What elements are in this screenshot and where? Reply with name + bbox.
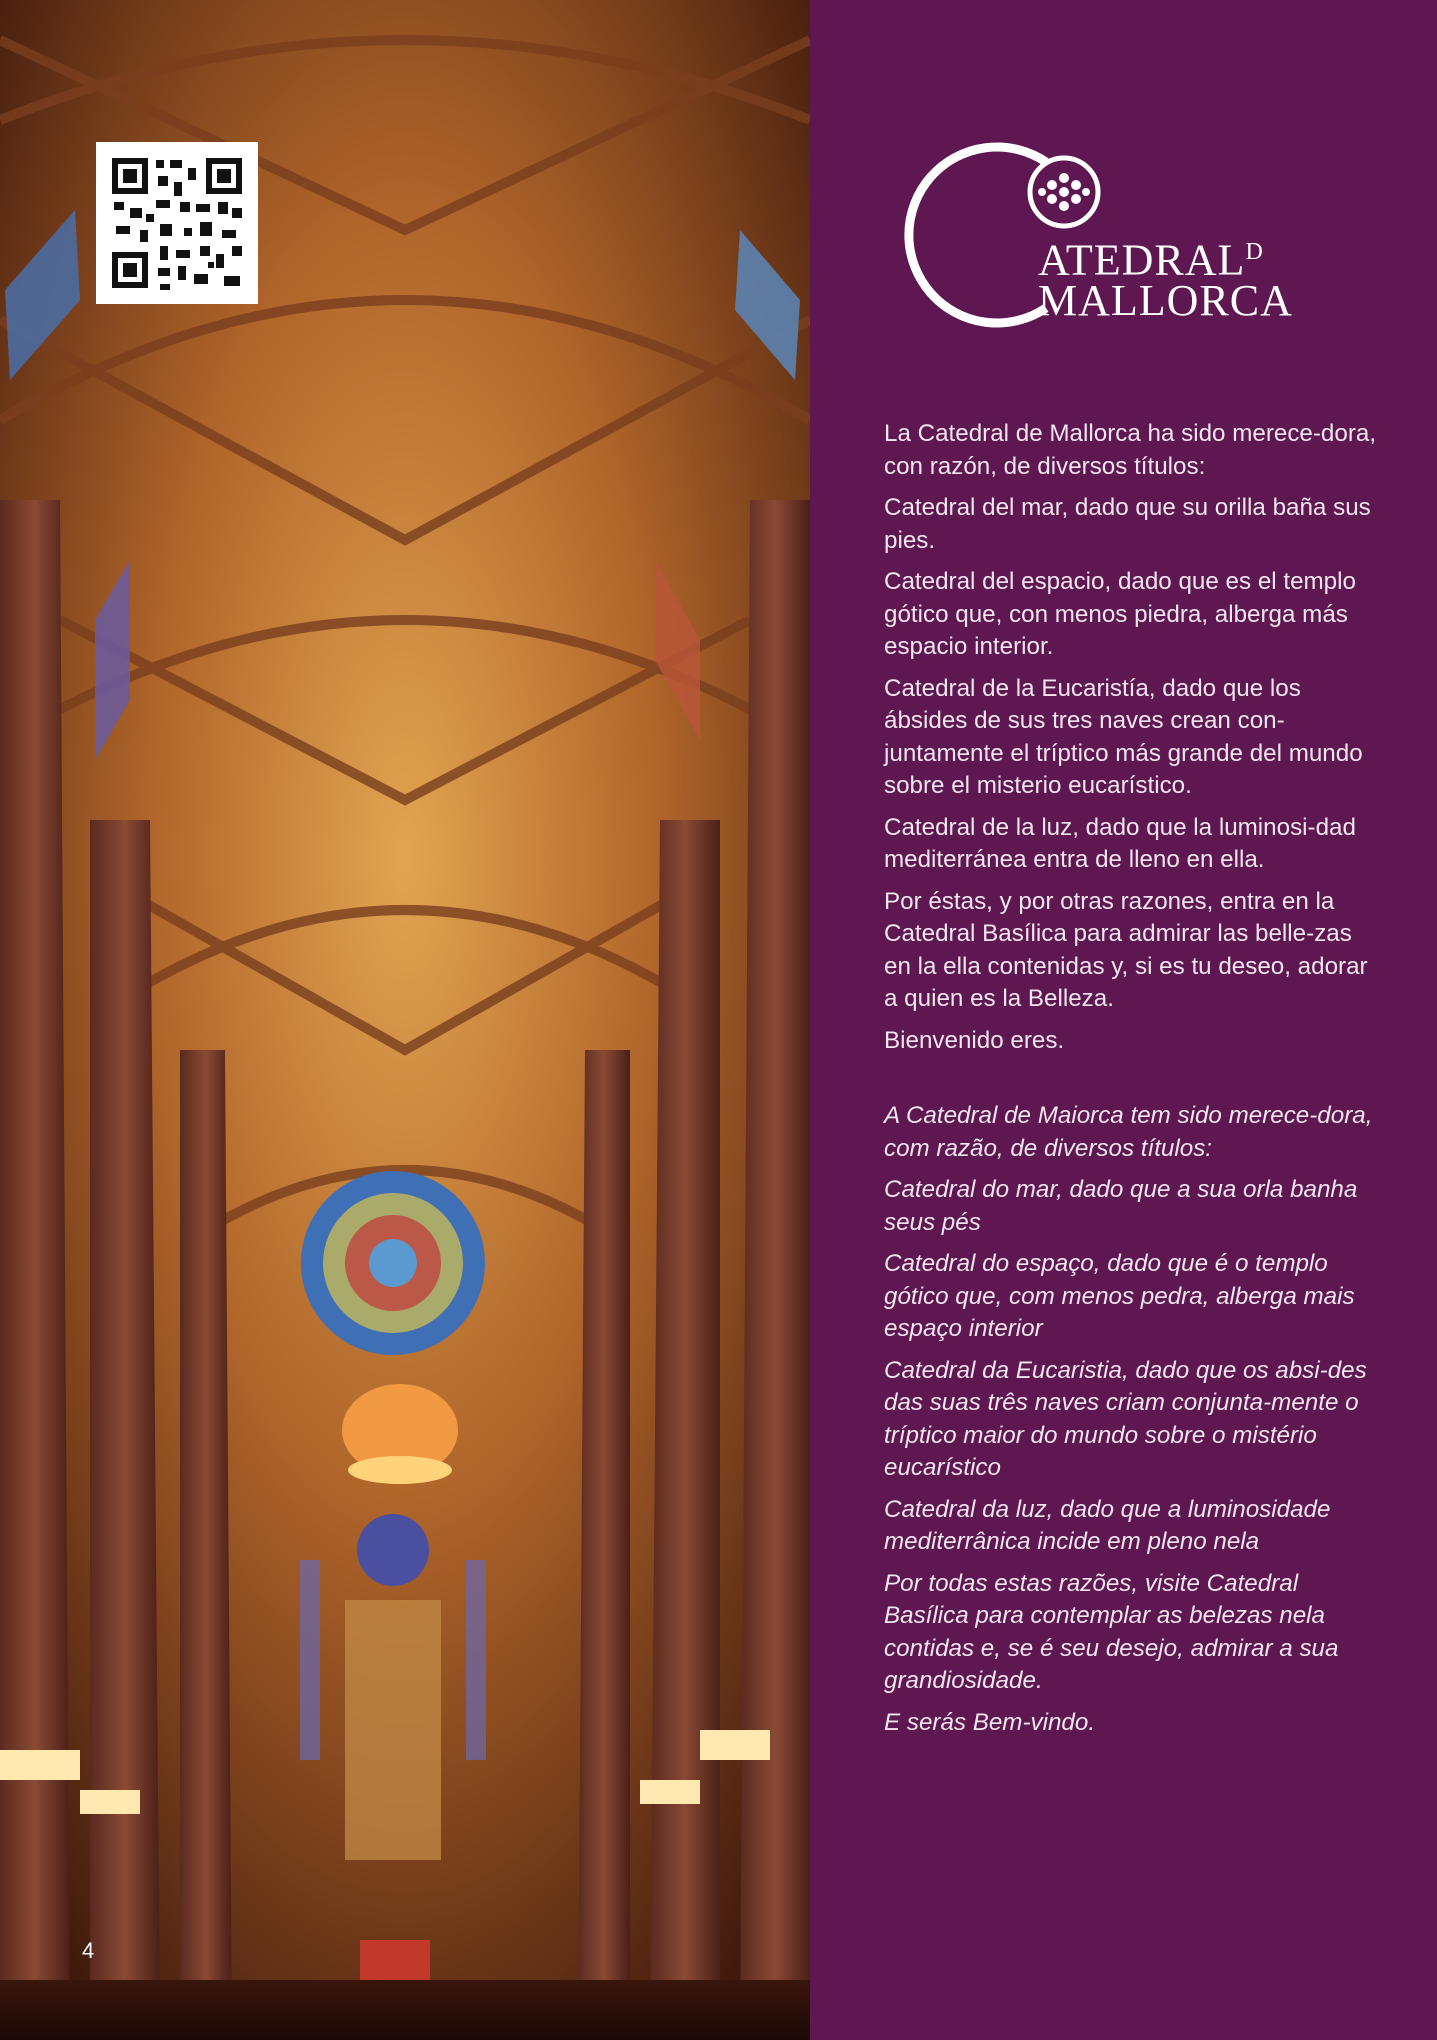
logo-line2: MALLORCA <box>1038 275 1293 325</box>
pt-luz: Catedral da luz, dado que a luminosidade mediterrânica incide em pleno nela <box>884 1495 1331 1555</box>
pt-mar: Catedral do mar, dado que a sua orla banha seus pés <box>884 1176 1358 1236</box>
pt-espaco: Catedral do espaço, dado que é o templo gótico que, com menos pedra, alberga mais espaço interior <box>884 1250 1355 1342</box>
logo-wordmark <box>1038 232 1293 325</box>
spanish-text <box>884 418 1384 1066</box>
es-intro: La Catedral de Mallorca ha sido merece-dora, con razón, de diversos títulos: <box>884 420 1377 480</box>
pt-razoes: Por todas estas razões, visite Catedral Basílica para contemplar as belezas nela contidas e, se é seu desejo, admirar a sua grandiosidade. <box>884 1569 1339 1694</box>
es-mar: Catedral del mar, dado que su orilla baña sus pies. <box>884 494 1371 554</box>
es-bienvenido: Bienvenido eres. <box>884 1026 1065 1054</box>
portuguese-text <box>884 1100 1384 1748</box>
es-luz: Catedral de la luz, dado que la luminosi-dad mediterránea entra de lleno en ella. <box>884 813 1356 873</box>
pt-bem-vindo: E serás Bem-vindo. <box>884 1708 1096 1736</box>
es-eucaristia: Catedral de la Eucaristía, dado que los ábsides de sus tres naves crean con-juntamente el tríptico más grande del mundo sobre el misterio eucarístico. <box>884 674 1363 799</box>
es-espacio: Catedral del espacio, dado que es el templo gótico que, con menos piedra, alberga más espacio interior. <box>884 568 1356 660</box>
logo-line1: ATEDRAL <box>1038 235 1246 285</box>
pt-intro: A Catedral de Maiorca tem sido merece-dora, com razão, de diversos títulos: <box>884 1102 1373 1162</box>
text-panel <box>810 0 1437 2040</box>
qr-code[interactable] <box>96 142 258 304</box>
logo-de: D <box>1245 239 1264 265</box>
catedral-logo <box>896 140 1316 330</box>
pt-eucaristia: Catedral da Eucaristia, dado que os absi-des das suas três naves criam conjunta-mente o tríptico maior do mundo sobre o mistério eucarístico <box>884 1356 1367 1481</box>
es-razones: Por éstas, y por otras razones, entra en la Catedral Basílica para admirar las belle-zas en la ella contenidas y, si es tu deseo, adorar a quien es la Belleza. <box>884 887 1368 1012</box>
page-number: 4 <box>82 1938 95 1963</box>
